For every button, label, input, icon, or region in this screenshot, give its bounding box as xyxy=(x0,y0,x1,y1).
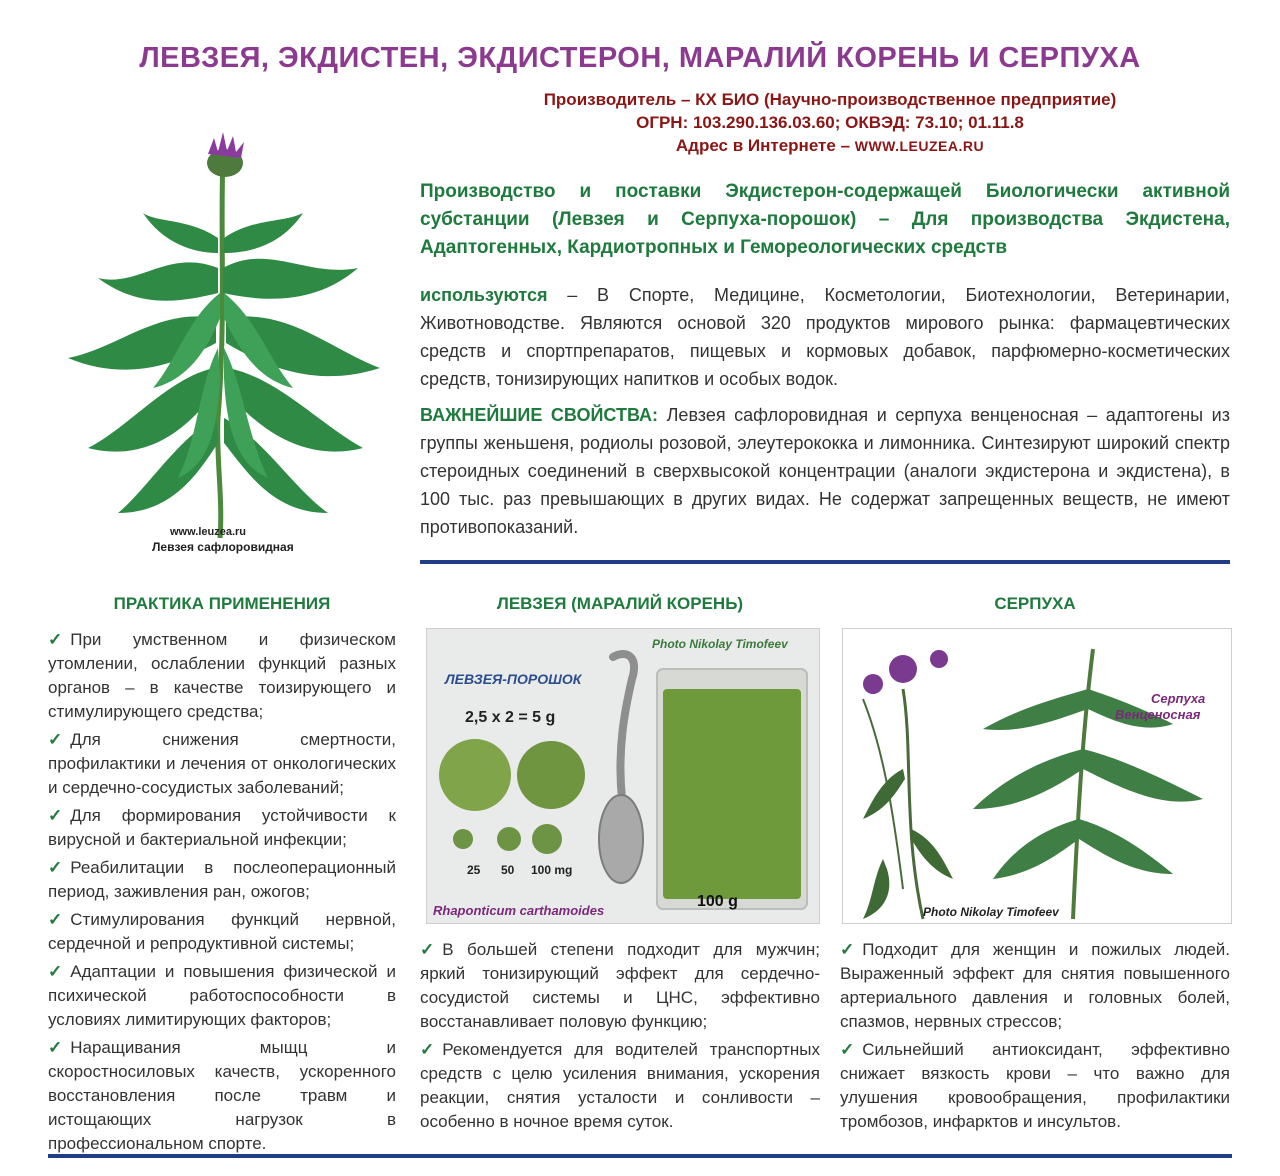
practice-heading: ПРАКТИКА ПРИМЕНЕНИЯ xyxy=(113,594,331,613)
manufacturer-line: Производитель – КХ БИО (Научно-производственное предприятие) xyxy=(543,90,1117,109)
uses-paragraph xyxy=(420,281,1230,393)
serpukha-list xyxy=(840,938,1230,1138)
dose-label-25: 25 xyxy=(467,863,481,877)
practice-list xyxy=(48,628,396,1160)
plant-caption-url: www.leuzea.ru xyxy=(170,526,247,538)
check-icon: ✓ xyxy=(48,858,63,877)
serpukha-photo-image xyxy=(843,629,1231,923)
website-line xyxy=(430,136,1230,156)
leuzea-powder-photo xyxy=(426,628,820,924)
check-icon: ✓ xyxy=(48,806,63,825)
section-divider xyxy=(420,560,1230,564)
check-icon: ✓ xyxy=(840,940,855,959)
registration-line: ОГРН: 103.290.136.03.60; ОКВЭД: 73.10; 01.11.8 xyxy=(636,113,1024,132)
website-prefix: Адрес в Интернете – xyxy=(675,136,855,155)
page-title: ЛЕВЗЕЯ, ЭКДИСТЕН, ЭКДИСТЕРОН, МАРАЛИЙ КОРЕНЬ И СЕРПУХА xyxy=(139,42,1141,74)
serpukha-photo-credit: Photo Nikolay Timofeev xyxy=(923,905,1059,919)
list-item: ✓ Реабилитации в послеоперационный период, заживления ран, ожогов; xyxy=(48,858,396,901)
bottom-divider xyxy=(48,1154,1232,1158)
list-item: ✓ Для формирования устойчивости к вирусной и бактериальной инфекции; xyxy=(48,806,396,849)
list-item: ✓ При умственном и физическом утомлении, ослаблении функций разных органов – в качестве тоизирующего и стимулирующего средства; xyxy=(48,630,396,721)
website-link[interactable]: WWW.LEUZEA.RU xyxy=(854,138,985,154)
serpukha-label-1: Серпуха xyxy=(1151,691,1206,706)
leuzea-heading: ЛЕВЗЕЯ (МАРАЛИЙ КОРЕНЬ) xyxy=(496,594,744,613)
leuzea-plant-image xyxy=(58,118,388,558)
plant-caption-name: Левзея сафлоровидная xyxy=(152,540,294,554)
list-item: ✓ Рекомендуется для водителей транспортных средств с целю усиления внимания, ускорения реакции, снятия усталости и сонливости – особенно в ночное время суток. xyxy=(420,1040,820,1131)
list-item: ✓ Стимулирования функций нервной, сердечной и репродуктивной системы; xyxy=(48,910,396,953)
uses-text: – В Спорте, Медицине, Косметологии, Биотехнологии, Ветеринарии, Животноводстве. Являются основой 320 продуктов мирового рынка: фармацевтических средств и спортпрепаратов, пищевых и кормовых добавок, парфюмерно-косметических средств, тонизирующих напитков и особых водок. xyxy=(420,285,1230,389)
powder-photo-credit: Photo Nikolay Timofeev xyxy=(652,637,788,651)
latin-name: Rhaponticum carthamoides xyxy=(433,903,605,918)
check-icon: ✓ xyxy=(48,962,63,981)
list-item: ✓ В большей степени подходит для мужчин; яркий тонизирующий эффект для сердечно-сосудистой системы и ЦНС, эффективно восстанавливает половую функцию; xyxy=(420,940,820,1031)
serpukha-label-2: Венценосная xyxy=(1115,707,1201,722)
check-icon: ✓ xyxy=(840,1040,855,1059)
list-item: ✓ Адаптации и повышения физической и психической работоспособности в условиях лимитирующих факторов; xyxy=(48,962,396,1029)
serpukha-heading: СЕРПУХА xyxy=(994,594,1076,613)
powder-formula: 2,5 х 2 = 5 g xyxy=(465,709,556,726)
list-item: ✓ Для снижения смертности, профилактики и лечения от онкологических и сердечно-сосудистых заболеваний; xyxy=(48,730,396,797)
check-icon: ✓ xyxy=(48,910,63,929)
pack-weight: 100 g xyxy=(697,893,738,910)
list-item: ✓ Сильнейший антиоксидант, эффективно снижает вязкость крови – что важно для улушения кровообращения, профилактики тромбозов, инфарктов и инсультов. xyxy=(840,1040,1230,1131)
check-icon: ✓ xyxy=(48,1038,63,1057)
leuzea-plant-illustration xyxy=(58,118,388,558)
check-icon: ✓ xyxy=(48,730,63,749)
list-item: ✓ Наращивания мыщц и скоростносиловых качеств, ускоренного восстановления после травм и истощающих нагрузок в профессиональном спорте. xyxy=(48,1038,396,1153)
dose-label-100mg: 100 mg xyxy=(531,863,573,877)
dose-label-50: 50 xyxy=(501,863,515,877)
check-icon: ✓ xyxy=(48,630,63,649)
powder-label: ЛЕВЗЕЯ-ПОРОШОК xyxy=(445,671,582,687)
properties-text: Левзея сафлоровидная и серпуха венценосная – адаптогены из группы женьшеня, родиолы розовой, элеутерококка и лимонника. Синтезируют широкий спектр стероидных соединений в сверхвысокой концентрации (аналоги экдистерона и экдистена), в 100 тыс. раз превышающих в других видах. Не содержат запрещенных веществ, не имеют противопоказаний. xyxy=(420,405,1230,537)
lead-heading: Производство и поставки Экдистерон-содержащей Биологически активной субстанции (Левзея и Серпуха-порошок) – Для производства Экдистена, Адаптогенных, Кардиотропных и Гемореологических средств xyxy=(420,181,1230,258)
leuzea-list xyxy=(420,938,820,1138)
properties-paragraph xyxy=(420,401,1230,541)
serpukha-photo xyxy=(842,628,1232,924)
check-icon: ✓ xyxy=(420,940,435,959)
properties-keyword: ВАЖНЕЙШИЕ СВОЙСТВА: xyxy=(420,405,659,425)
list-item: ✓ Подходит для женщин и пожилых людей. Выраженный эффект для снятия повышенного артериального давления и головных болей, спазмов, нервных стрессов; xyxy=(840,940,1230,1031)
check-icon: ✓ xyxy=(420,1040,435,1059)
uses-keyword: используются xyxy=(420,285,548,305)
